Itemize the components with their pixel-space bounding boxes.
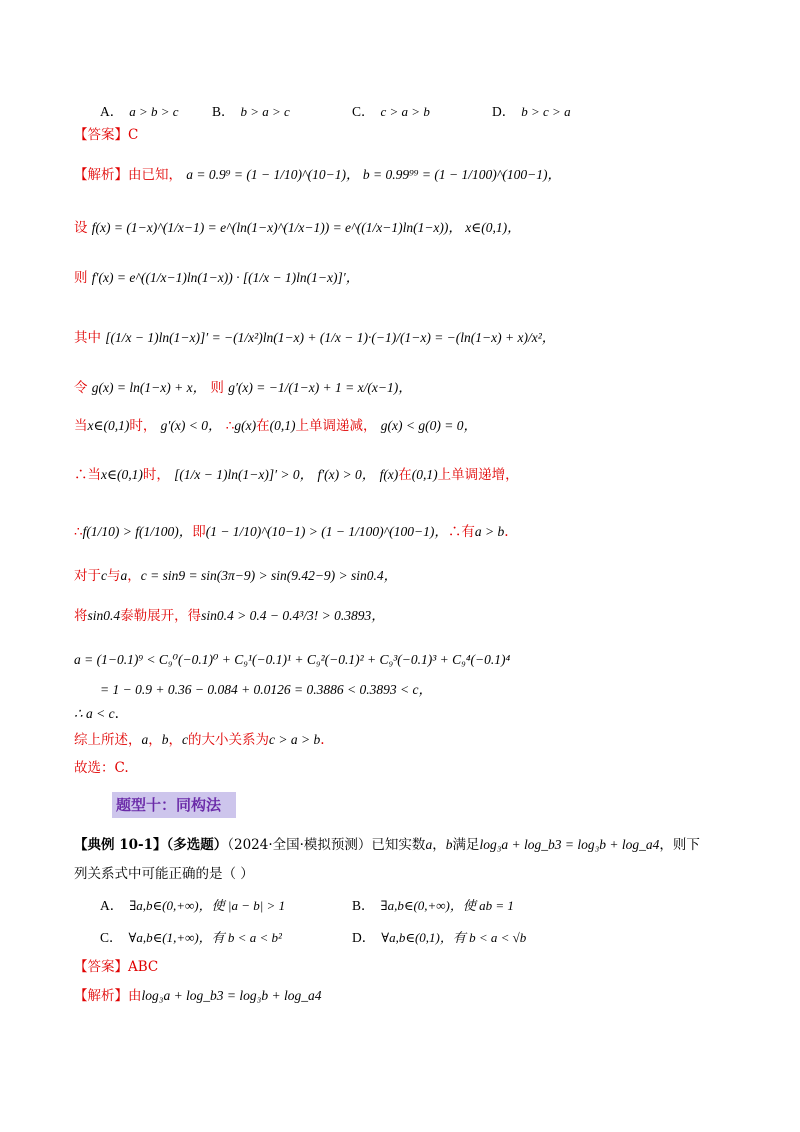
text: ∴当 <box>74 467 101 483</box>
text: 满足 <box>452 837 480 853</box>
math-expr: f′(x) > 0， <box>317 467 376 482</box>
math-expr: c = sin9 = sin(3π−9) > sin(9.42−9) > sin0.4， <box>140 568 398 583</box>
text: 其中 <box>74 330 101 346</box>
option-label: B． <box>212 104 235 119</box>
analysis-line-11 <box>74 650 510 670</box>
text: . <box>504 524 509 540</box>
option-expr: ∀a,b∈(0,1)，有 b < a < √b <box>381 930 527 945</box>
option-expr: ∃a,b∈(0,+∞)，使 ab = 1 <box>380 898 514 913</box>
analysis-line-14 <box>74 730 325 750</box>
math-expr: f(1/10) > f(1/100)， <box>82 524 193 539</box>
option-c <box>100 926 282 946</box>
math-expr: g′(x) < 0， <box>160 418 222 433</box>
example-line-2 <box>74 864 254 884</box>
analysis-line-15 <box>74 758 129 778</box>
text: . <box>114 706 119 722</box>
answer-line <box>74 125 138 145</box>
analysis-line-4 <box>74 328 555 348</box>
text: 时， <box>129 418 157 434</box>
analysis-line-12 <box>100 680 432 700</box>
math-expr: f′(x) = e^((1/x−1)ln(1−x)) · [(1/x − 1)ln(1−x)]′， <box>91 270 360 285</box>
option-label: A． <box>100 898 124 913</box>
text: 在 <box>256 418 270 434</box>
analysis-line <box>74 986 321 1006</box>
example-source: （2024·全国·模拟预测）已知实数 <box>227 837 426 853</box>
math-expr: g(x) = ln(1−x) + x， <box>91 380 207 395</box>
option-expr: b > c > a <box>521 104 571 119</box>
text: 即 <box>192 524 206 540</box>
text: 时， <box>142 467 170 483</box>
text: 上单调递增， <box>437 467 519 483</box>
math-expr: log₃a + log_b3 = log₃b + log_a4 <box>141 988 322 1003</box>
text: 综上所述， <box>74 732 142 748</box>
text: 故选：C. <box>74 760 129 776</box>
math-expr: a <box>425 837 433 852</box>
math-expr: ∴ a < c <box>74 706 115 721</box>
math-expr: g(x) < g(0) = 0， <box>380 418 477 433</box>
math-expr: a <box>120 568 128 583</box>
option-label: C． <box>352 104 375 119</box>
example-tag: 【典例 10-1】 <box>74 837 167 853</box>
example-line-1 <box>74 835 700 855</box>
analysis-line-10 <box>74 606 385 626</box>
analysis-line-8 <box>74 522 509 542</box>
text: ∴ <box>74 524 83 540</box>
math-expr: f(x) <box>379 467 399 482</box>
math-expr: c <box>101 568 107 583</box>
analysis-line-3 <box>74 268 359 288</box>
text: 的大小关系为 <box>188 732 269 748</box>
option-label: B． <box>352 898 375 913</box>
text: 在 <box>398 467 412 483</box>
section-title: 题型十：同构法 <box>112 792 236 818</box>
analysis-tag: 【解析】 <box>74 167 128 183</box>
answer-value: ABC <box>128 959 159 975</box>
option-expr: c > a > b <box>380 104 430 119</box>
math-expr: log₃a + log_b3 = log₃b + log_a4 <box>479 837 660 852</box>
math-expr: b <box>445 837 453 852</box>
math-expr: (0,1) <box>269 418 296 433</box>
text: 对于 <box>74 568 101 584</box>
text: 设 <box>74 220 88 236</box>
analysis-line-5 <box>74 378 412 398</box>
text: 令 <box>74 380 88 396</box>
option-a <box>100 894 285 914</box>
option-label: C． <box>100 930 123 945</box>
text: 则 <box>210 380 224 396</box>
text: ， <box>168 732 182 748</box>
option-b <box>352 894 514 914</box>
option-d <box>352 926 526 946</box>
math-expr: [(1/x − 1)ln(1−x)]′ > 0， <box>174 467 314 482</box>
answer-tag: 【答案】 <box>74 127 128 143</box>
analysis-line-2 <box>74 218 521 238</box>
analysis-line-1 <box>74 165 561 185</box>
text: 泰勒展开，得 <box>120 608 202 624</box>
option-label: D． <box>352 930 376 945</box>
option-d <box>492 100 571 120</box>
option-a <box>100 100 179 120</box>
option-label: A． <box>100 104 124 119</box>
text: 则 <box>74 270 88 286</box>
math-expr: (1 − 1/10)^(10−1) > (1 − 1/100)^(100−1)， <box>205 524 448 539</box>
answer-line <box>74 957 158 977</box>
option-expr: ∀a,b∈(1,+∞)，有 b < a < b² <box>128 930 282 945</box>
text: 将 <box>74 608 88 624</box>
math-expr: b <box>161 732 169 747</box>
text: . <box>320 732 325 748</box>
math-expr: [(1/x − 1)ln(1−x)]′ = −(1/x²)ln(1−x) + (1/x − 1)·(−1)/(1−x) = −(ln(1−x) + x)/x²， <box>105 330 556 345</box>
math-expr: a <box>141 732 149 747</box>
math-expr: g(x) <box>234 418 257 433</box>
analysis-text: 由已知， <box>128 167 182 183</box>
text: 与 <box>107 568 121 584</box>
option-label: D． <box>492 104 516 119</box>
math-expr: c > a > b <box>269 732 321 747</box>
text: ， <box>127 568 141 584</box>
math-expr: = 1 − 0.9 + 0.36 − 0.084 + 0.0126 = 0.3886 < 0.3893 < c， <box>100 682 432 697</box>
option-b <box>212 100 290 120</box>
text: ，则下 <box>659 837 700 853</box>
option-expr: a > b > c <box>129 104 179 119</box>
math-expr: g′(x) = −1/(1−x) + 1 = x/(x−1)， <box>228 380 412 395</box>
math-expr: x∈(0,1) <box>101 467 143 482</box>
math-expr: a > b <box>474 524 505 539</box>
answer-value: C <box>128 127 139 143</box>
example-type: （多选题） <box>166 837 228 853</box>
text: 由 <box>128 988 142 1004</box>
option-expr: ∃a,b∈(0,+∞)，使 |a − b| > 1 <box>129 898 286 913</box>
math-expr: f(x) = (1−x)^(1/x−1) = e^(ln(1−x)^(1/x−1)) = e^((1/x−1)ln(1−x))， x∈(0,1)， <box>91 220 521 235</box>
math-expr: c <box>182 732 188 747</box>
text: ∴有 <box>447 524 475 540</box>
text: ， <box>148 732 162 748</box>
analysis-line-6 <box>74 416 477 436</box>
analysis-line-7 <box>74 465 519 485</box>
text: ∴ <box>225 418 235 434</box>
math-expr: (0,1) <box>411 467 438 482</box>
text: 列关系式中可能正确的是（ ） <box>74 866 254 882</box>
text: 上单调递减， <box>295 418 377 434</box>
text: 当 <box>74 418 88 434</box>
analysis-line-13 <box>74 704 119 724</box>
option-expr: b > a > c <box>240 104 290 119</box>
math-expr: sin0.4 <box>87 608 121 623</box>
math-expr: sin0.4 > 0.4 − 0.4³/3! > 0.3893， <box>201 608 385 623</box>
math-expr: a = 0.9⁹ = (1 − 1/10)^(10−1)， b = 0.99⁹⁹ = (1 − 1/100)^(100−1)， <box>186 167 561 182</box>
analysis-tag: 【解析】 <box>74 988 128 1004</box>
option-c <box>352 100 430 120</box>
math-expr: x∈(0,1) <box>87 418 130 433</box>
analysis-line-9 <box>74 566 397 586</box>
answer-tag: 【答案】 <box>74 959 128 975</box>
math-expr: a = (1−0.1)⁹ < C₉⁰(−0.1)⁰ + C₉¹(−0.1)¹ + C₉²(−0.1)² + C₉³(−0.1)³ + C₉⁴(−0.1)⁴ <box>74 652 511 667</box>
text: ， <box>432 837 446 853</box>
